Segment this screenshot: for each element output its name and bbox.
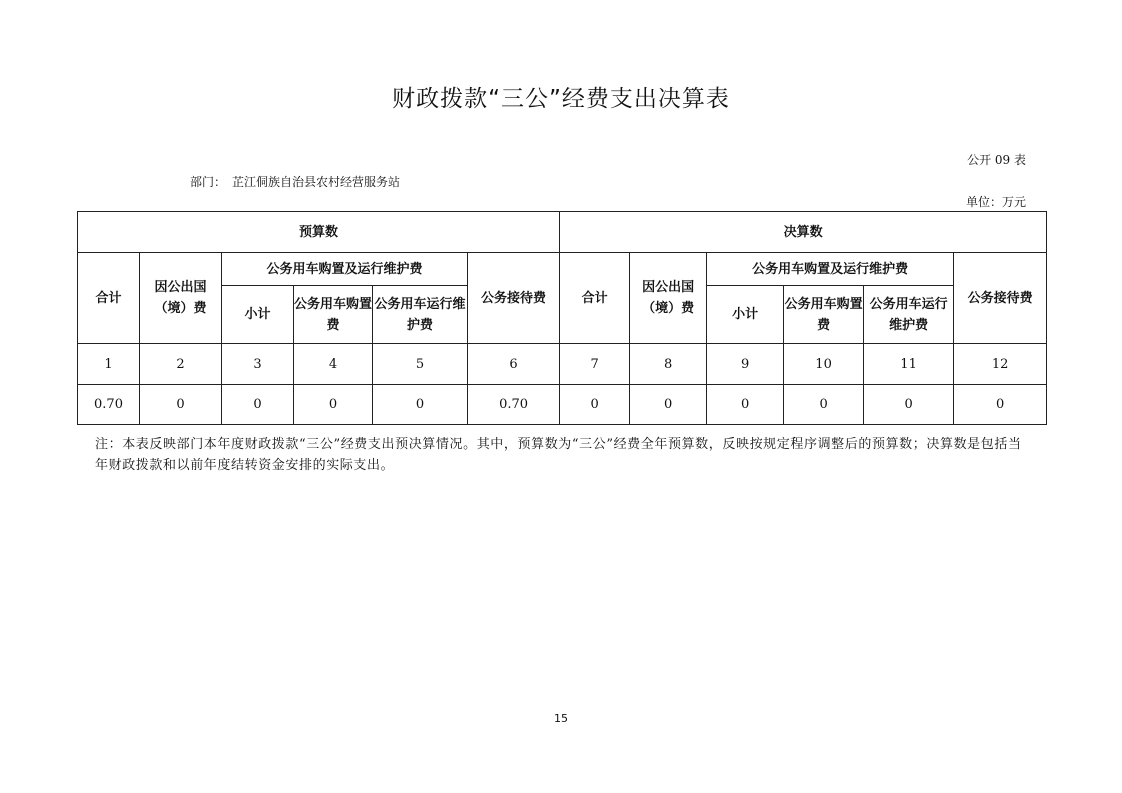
value-cell: 0.70 — [78, 385, 140, 425]
column-number: 11 — [864, 344, 954, 385]
column-number: 4 — [294, 344, 373, 385]
final-operation-header: 公务用车运行维护费 — [864, 286, 954, 344]
value-cell: 0 — [707, 385, 784, 425]
column-number: 3 — [222, 344, 294, 385]
budget-total-header: 合计 — [78, 253, 140, 344]
group-header-row — [78, 212, 1047, 253]
value-cell: 0 — [784, 385, 864, 425]
budget-header: 预算数 — [78, 212, 560, 253]
column-number: 6 — [468, 344, 560, 385]
value-cell: 0 — [630, 385, 707, 425]
page-number: 15 — [554, 712, 568, 725]
column-number: 2 — [140, 344, 222, 385]
department-name: 芷江侗族自治县农村经营服务站 — [232, 175, 401, 189]
footnote: 注：本表反映部门本年度财政拨款“三公”经费支出预决算情况。其中，预算数为“三公”经费全年预算数，反映按规定程序调整后的预算数；决算数是包括当年财政拨款和以前年度结转资金安排的实际支出。 — [95, 437, 1022, 473]
column-number: 7 — [560, 344, 630, 385]
department-label: 部门： — [190, 175, 227, 189]
column-number-row — [78, 344, 1047, 385]
final-purchase-header: 公务用车购置费 — [784, 286, 864, 344]
final-vehicle-group-header: 公务用车购置及运行维护费 — [707, 253, 954, 286]
unit-label: 单位：万元 — [965, 195, 1026, 209]
final-total-header: 合计 — [560, 253, 630, 344]
final-abroad-header: 因公出国（境）费 — [630, 253, 707, 344]
page-title: 财政拨款“三公”经费支出决算表 — [392, 86, 730, 112]
column-number: 8 — [630, 344, 707, 385]
department-line — [190, 173, 406, 190]
value-cell: 0 — [294, 385, 373, 425]
budget-abroad-header: 因公出国（境）费 — [140, 253, 222, 344]
budget-operation-header: 公务用车运行维护费 — [373, 286, 468, 344]
form-number: 公开 09 表 — [967, 153, 1026, 167]
budget-purchase-header: 公务用车购置费 — [294, 286, 373, 344]
value-cell: 0.70 — [468, 385, 560, 425]
column-header-row — [78, 253, 1047, 286]
column-number: 10 — [784, 344, 864, 385]
value-cell: 0 — [222, 385, 294, 425]
final-reception-header: 公务接待费 — [954, 253, 1047, 344]
column-number: 1 — [78, 344, 140, 385]
final-subtotal-header: 小计 — [707, 286, 784, 344]
budget-reception-header: 公务接待费 — [468, 253, 560, 344]
value-row — [78, 385, 1047, 425]
value-cell: 0 — [954, 385, 1047, 425]
value-cell: 0 — [560, 385, 630, 425]
column-number: 5 — [373, 344, 468, 385]
value-cell: 0 — [140, 385, 222, 425]
budget-subtotal-header: 小计 — [222, 286, 294, 344]
value-cell: 0 — [864, 385, 954, 425]
column-number: 9 — [707, 344, 784, 385]
three-public-expenses-table — [77, 211, 1047, 425]
column-number: 12 — [954, 344, 1047, 385]
value-cell: 0 — [373, 385, 468, 425]
budget-vehicle-group-header: 公务用车购置及运行维护费 — [222, 253, 468, 286]
final-header: 决算数 — [560, 212, 1047, 253]
